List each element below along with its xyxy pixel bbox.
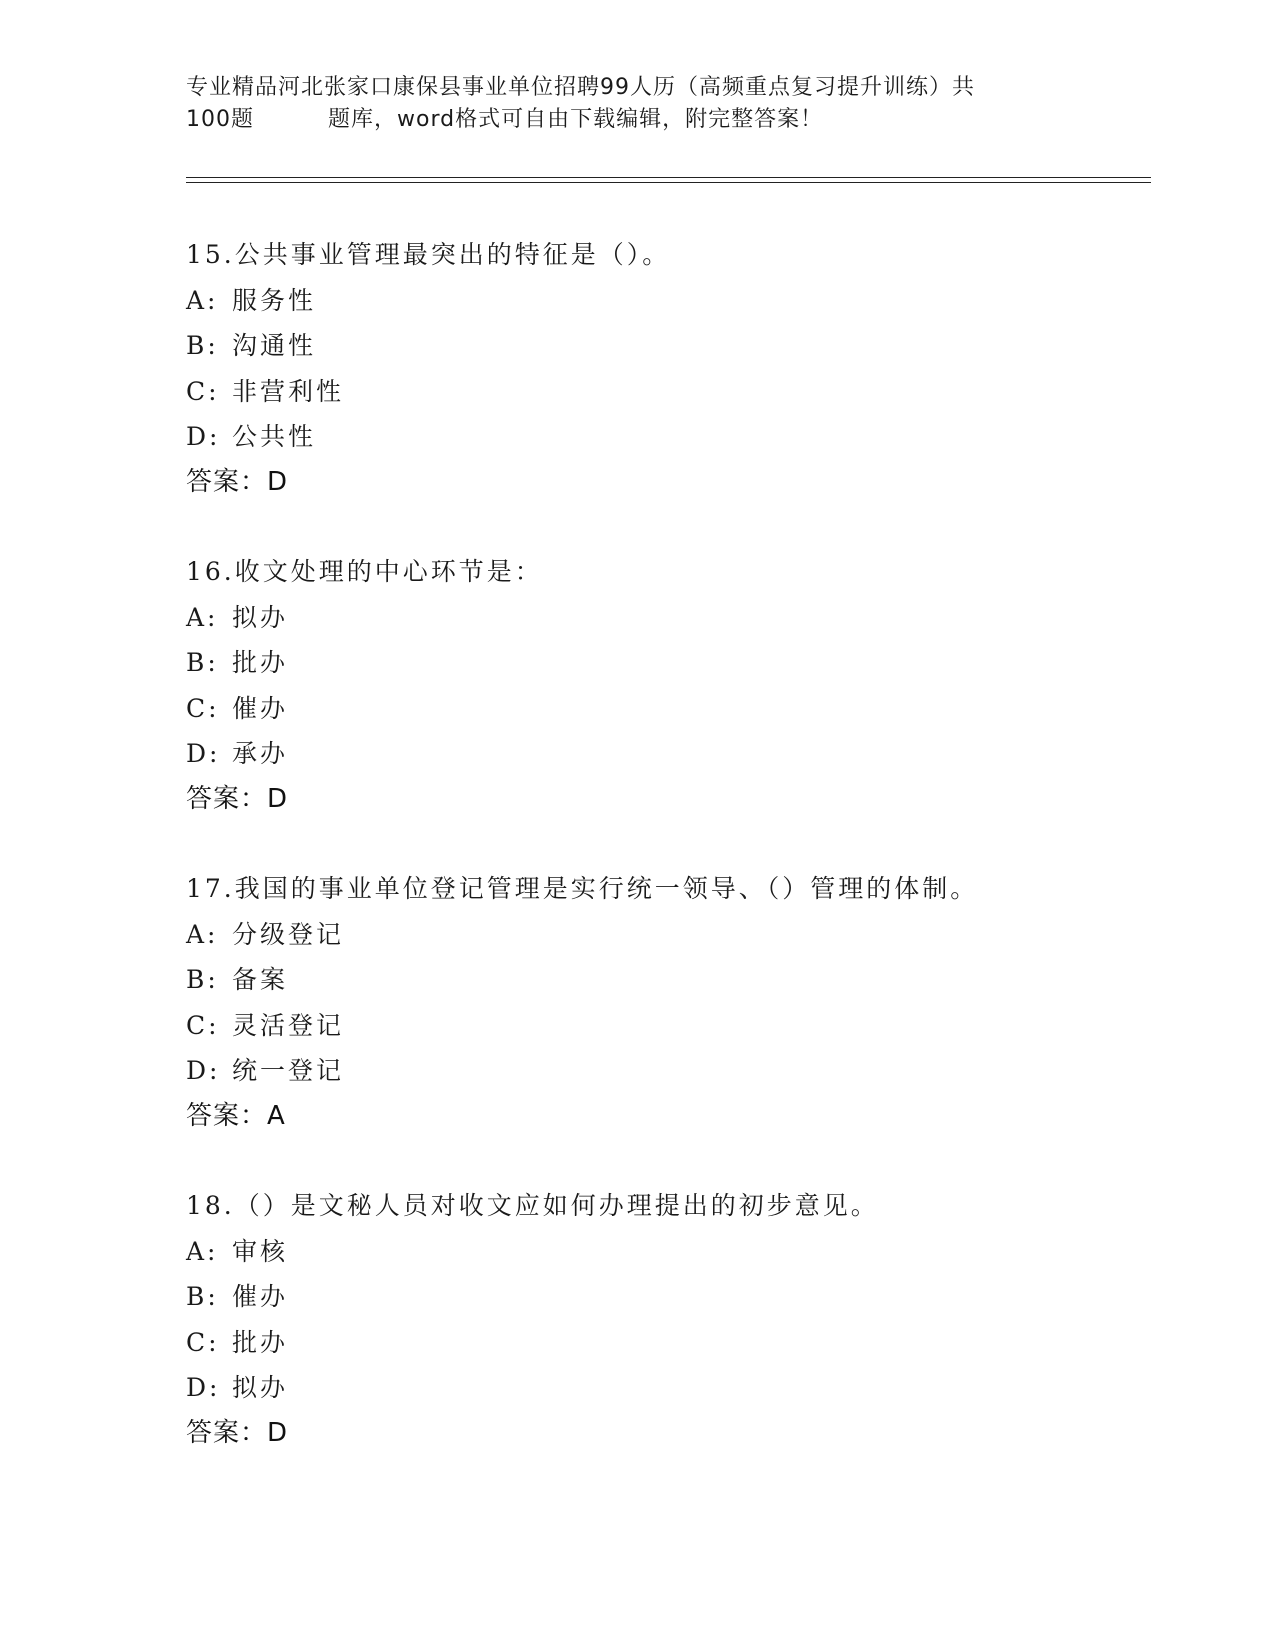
option-text: 催办	[232, 1282, 289, 1311]
option-letter: B:	[186, 331, 219, 360]
answer: 答案：D	[186, 783, 289, 814]
option-letter: C:	[186, 693, 220, 723]
option-text: 批办	[232, 648, 289, 677]
option-letter: B:	[186, 648, 219, 677]
option-text: 统一登记	[232, 1056, 345, 1085]
option-text: 沟通性	[232, 331, 317, 360]
option-letter: B:	[186, 1282, 219, 1311]
option-c	[186, 1003, 1146, 1049]
option-letter: B:	[186, 965, 219, 994]
question-stem: 17.我国的事业单位登记管理是实行统一领导、（）管理的体制。	[186, 874, 979, 903]
option-d	[186, 731, 1146, 777]
header-divider-top	[186, 177, 1151, 178]
option-letter: A:	[186, 602, 219, 632]
question-17	[186, 866, 1146, 1139]
option-text: 审核	[232, 1236, 289, 1266]
option-text: 公共性	[232, 422, 317, 451]
option-text: 备案	[232, 965, 289, 994]
header-divider-bottom	[186, 182, 1151, 183]
header-subtitle: 题库，word格式可自由下载编辑，附完整答案！	[328, 107, 824, 132]
option-letter: D:	[186, 422, 221, 451]
question-stem: 16.收文处理的中心环节是：	[186, 557, 543, 586]
question-stem: 15.公共事业管理最突出的特征是（）。	[186, 240, 671, 269]
option-a	[186, 912, 1146, 958]
document-header	[186, 72, 1066, 136]
option-d	[186, 1365, 1146, 1411]
header-question-count: 100题	[186, 107, 254, 132]
option-c	[186, 686, 1146, 732]
header-title-line-1: 专业精品河北张家口康保县事业单位招聘99人历（高频重点复习提升训练）共	[186, 75, 975, 100]
option-c	[186, 1320, 1146, 1366]
option-text: 催办	[232, 693, 289, 723]
question-stem: 18.（）是文秘人员对收文应如何办理提出的初步意见。	[186, 1191, 879, 1220]
option-d	[186, 414, 1146, 460]
option-a	[186, 595, 1146, 641]
option-text: 灵活登记	[232, 1010, 345, 1040]
option-letter: D:	[186, 739, 221, 768]
option-c	[186, 369, 1146, 415]
option-text: 拟办	[232, 602, 289, 632]
option-text: 非营利性	[232, 376, 345, 406]
option-letter: C:	[186, 1327, 220, 1357]
answer: 答案：D	[186, 1417, 289, 1448]
answer: 答案：D	[186, 466, 289, 497]
option-text: 拟办	[232, 1373, 289, 1402]
option-letter: D:	[186, 1056, 221, 1085]
option-letter: A:	[186, 285, 219, 315]
option-letter: A:	[186, 919, 219, 949]
option-b	[186, 957, 1146, 1003]
question-16	[186, 549, 1146, 822]
answer: 答案：A	[186, 1100, 286, 1131]
option-a	[186, 278, 1146, 324]
option-d	[186, 1048, 1146, 1094]
option-text: 批办	[232, 1327, 289, 1357]
question-list	[186, 232, 1146, 1500]
question-18	[186, 1183, 1146, 1456]
question-15	[186, 232, 1146, 505]
option-letter: D:	[186, 1373, 221, 1402]
option-letter: C:	[186, 376, 220, 406]
option-a	[186, 1229, 1146, 1275]
option-letter: C:	[186, 1010, 220, 1040]
option-b	[186, 640, 1146, 686]
option-text: 承办	[232, 739, 289, 768]
option-letter: A:	[186, 1236, 219, 1266]
header-title-line-2	[186, 104, 1066, 136]
option-text: 分级登记	[232, 919, 345, 949]
option-b	[186, 323, 1146, 369]
option-text: 服务性	[232, 285, 317, 315]
option-b	[186, 1274, 1146, 1320]
